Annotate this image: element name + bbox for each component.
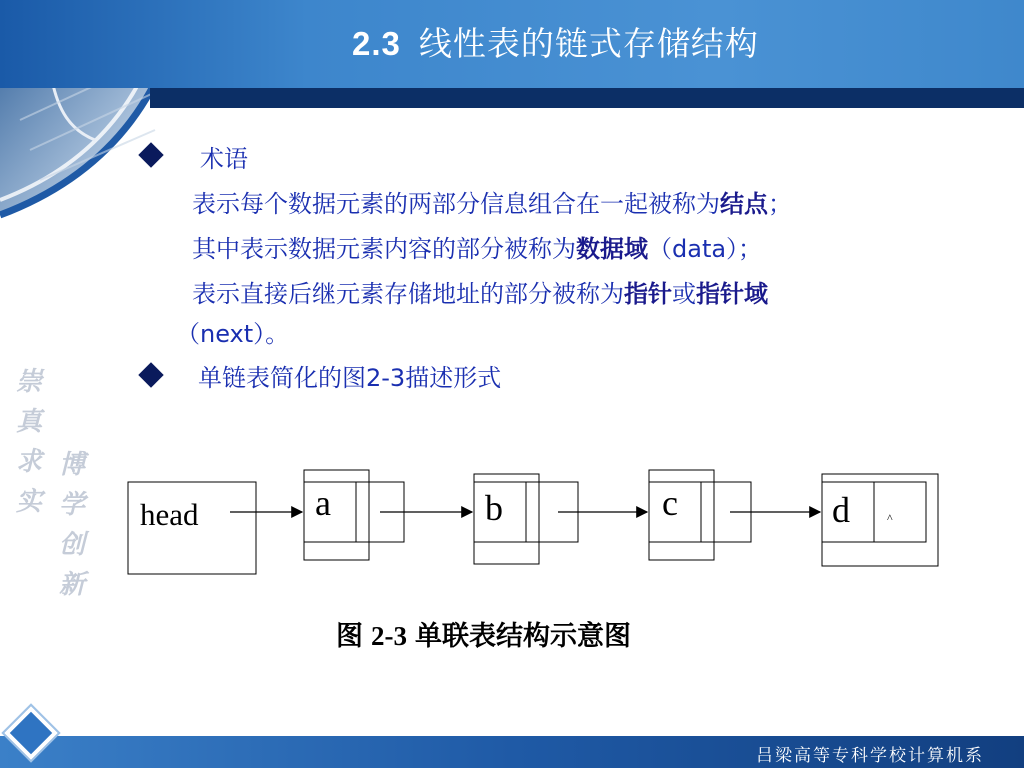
slogan-left: 崇真求实 bbox=[15, 367, 42, 517]
node-c-label: c bbox=[662, 483, 678, 523]
footer-bar bbox=[0, 736, 1024, 768]
node-d-next bbox=[874, 482, 926, 542]
bullet-2-figure-number: 2-3 bbox=[366, 364, 406, 392]
bullet-diamond-2 bbox=[138, 362, 163, 387]
term-line-4: （next）。 bbox=[176, 320, 290, 348]
linked-list-diagram bbox=[120, 460, 960, 600]
term-line-1 bbox=[192, 184, 792, 219]
caption-prefix: 图 bbox=[336, 621, 363, 652]
head-label: head bbox=[140, 497, 199, 532]
term-line-2-end: （data）； bbox=[648, 235, 763, 263]
node-d-label: d bbox=[832, 490, 850, 530]
section-number: 2.3 bbox=[352, 25, 401, 62]
node-c-outer bbox=[649, 470, 714, 560]
caption-number: 2-3 bbox=[371, 621, 407, 651]
slogan-right: 博学创新 bbox=[58, 450, 85, 600]
term-pointer: 指针 bbox=[624, 280, 672, 308]
bullet-2-text-a: 单链表简化的图 bbox=[198, 364, 366, 392]
footer-school: 吕梁高等专科学校计算机系 bbox=[756, 746, 984, 766]
title-stripe bbox=[150, 88, 1024, 108]
figure-caption bbox=[336, 614, 631, 653]
bullet-2-text bbox=[198, 358, 501, 393]
null-pointer-mark: ^ bbox=[887, 511, 893, 525]
term-line-3-text: 表示直接后继元素存储地址的部分被称为 bbox=[192, 280, 624, 308]
term-node: 结点 bbox=[720, 190, 768, 218]
term-pointer-field: 指针域 bbox=[696, 280, 768, 308]
term-data-field: 数据域 bbox=[576, 235, 648, 263]
term-line-3 bbox=[192, 274, 768, 309]
term-line-1-end: ； bbox=[768, 190, 792, 218]
section-title: 线性表的链式存储结构 bbox=[418, 24, 759, 63]
node-a-outer bbox=[304, 470, 369, 560]
node-b-outer bbox=[474, 474, 539, 564]
term-line-1-text: 表示每个数据元素的两部分信息组合在一起被称为 bbox=[192, 190, 720, 218]
term-line-2 bbox=[192, 229, 762, 264]
page-title bbox=[352, 18, 759, 65]
node-b-label: b bbox=[485, 488, 503, 528]
term-line-2-text: 其中表示数据元素内容的部分被称为 bbox=[192, 235, 576, 263]
bullet-2-text-b: 描述形式 bbox=[405, 364, 502, 392]
bullet-1-label: 术语 bbox=[200, 145, 248, 173]
term-line-3-or: 或 bbox=[672, 280, 696, 308]
node-a-label: a bbox=[315, 483, 331, 523]
caption-text: 单联表结构示意图 bbox=[415, 621, 631, 652]
